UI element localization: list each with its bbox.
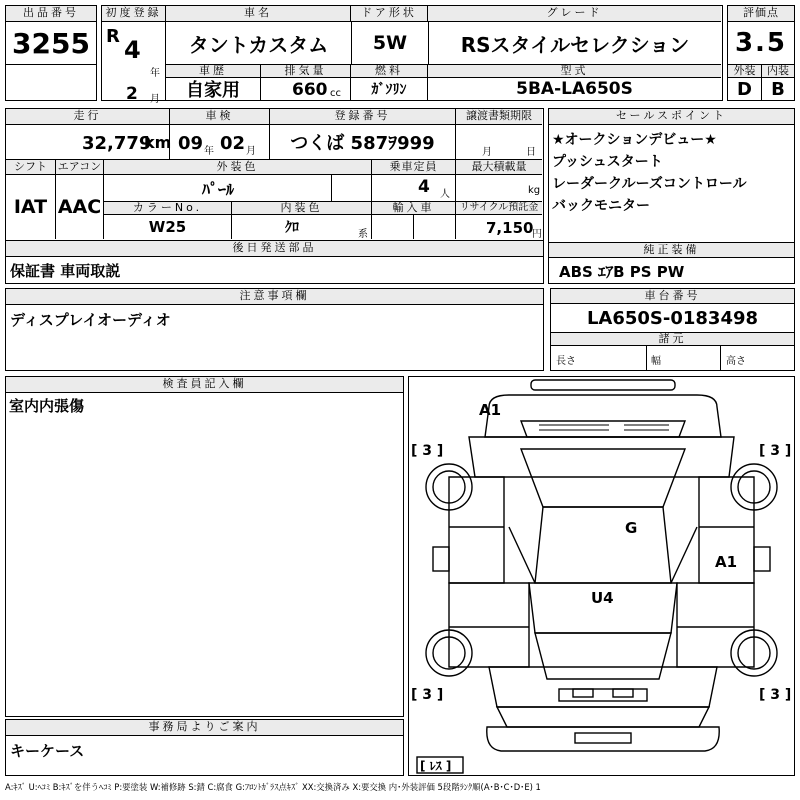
sales-point-item: ★オークションデビュー★ [552, 132, 717, 148]
transfer-month-unit: 月 [482, 147, 492, 158]
inspector-label: 検査員記入欄 [6, 377, 403, 393]
later-parts: 保証書 車両取説 [10, 262, 121, 280]
displacement-label: 排気量 [261, 64, 351, 78]
doors: 5W [351, 22, 428, 64]
exterior-grade: D [728, 78, 762, 100]
year-unit: 年 [150, 68, 160, 79]
displacement-unit: cc [330, 88, 341, 99]
model-label: 型式 [428, 64, 721, 78]
plate: つくば 587ｦ999 [270, 125, 456, 159]
shift-label: シフト [6, 159, 56, 175]
later-parts-box [5, 240, 544, 284]
recycle: 7,150 [486, 219, 534, 237]
roof-mark: G [625, 519, 638, 537]
later-parts-label: 後日発送部品 [6, 241, 543, 257]
length-label: 長さ [556, 356, 576, 367]
capacity-unit: 人 [440, 189, 450, 200]
import-cell-b [414, 215, 456, 239]
notes: ディスプレイオーディオ [10, 311, 171, 329]
lot-label: 出品番号 [6, 6, 96, 22]
notes-label: 注意事項欄 [6, 289, 543, 305]
ext-color-label: 外装色 [104, 159, 372, 175]
floor-mark: U4 [591, 589, 614, 607]
doors-label: ドア形状 [351, 6, 428, 22]
inspection-month: 02 [220, 133, 246, 154]
max-load-unit: kg [528, 185, 541, 196]
genuine-equipment: ABS ｴｱB PS PW [559, 263, 685, 281]
sales-points-box [548, 108, 795, 284]
grade-label: グレード [428, 6, 721, 22]
inspection-month-unit: 月 [246, 146, 256, 157]
office-box [5, 719, 404, 776]
inspector-box [5, 376, 404, 717]
displacement: 660 [292, 80, 328, 100]
ac-label: エアコン [56, 159, 104, 175]
transfer-day-unit: 日 [526, 147, 536, 158]
tire-front-left: [ 3 ] [411, 443, 444, 459]
width-label: 幅 [651, 356, 661, 367]
notes-box [5, 288, 544, 371]
color-no: W25 [104, 215, 232, 239]
office-label: 事務局よりご案内 [6, 720, 403, 736]
inspection-year-unit: 年 [204, 146, 214, 157]
chassis-number: LA650S-0183498 [586, 307, 759, 329]
genuine-equipment-label: 純正装備 [549, 242, 794, 258]
int-color: ｸﾛ [285, 220, 299, 236]
color-no-label: カラーNo. [104, 201, 232, 215]
lot-box [5, 5, 97, 101]
details-box [5, 108, 544, 241]
fuel-label: 燃料 [351, 64, 428, 78]
recycle-unit: 円 [532, 229, 542, 240]
ext-color: ﾊﾟｰﾙ [201, 179, 234, 199]
shift: IAT [6, 175, 56, 239]
car-diagram-box [408, 376, 795, 776]
chassis-label: 車台番号 [551, 289, 794, 304]
plate-label: 登録番号 [270, 109, 456, 125]
mileage-label: 走行 [6, 109, 170, 125]
tire-front-right: [ 3 ] [759, 443, 792, 459]
right-door-mark: A1 [715, 553, 738, 571]
model: 5BA-LA650S [516, 79, 633, 99]
reg-year: 4 [124, 36, 141, 64]
sales-points-label: セールスポイント [549, 109, 794, 125]
inspector-notes: 室内内張傷 [9, 397, 85, 415]
grade: RSスタイルセレクション [428, 22, 721, 64]
ext-color-extra [332, 175, 372, 201]
reg-month: 2 [126, 84, 138, 104]
car-diagram [409, 377, 794, 775]
max-load-label: 最大積載量 [456, 159, 542, 175]
capacity: 4 [418, 177, 430, 197]
score-box [727, 5, 795, 101]
fuel: ｶﾞｿﾘﾝ [351, 78, 428, 100]
exterior-label: 外装 [728, 64, 762, 78]
sales-point-item: レーダークルーズコントロール [552, 176, 747, 192]
inspection-year: 09 [178, 133, 204, 154]
front-bumper-mark: A1 [479, 401, 502, 419]
capacity-label: 乗車定員 [372, 159, 456, 175]
import-label: 輸入車 [372, 201, 456, 215]
inspection-label: 車検 [170, 109, 270, 125]
header-box [101, 5, 723, 105]
office-notes: キーケース [10, 742, 85, 760]
lot-number: 3255 [12, 26, 90, 60]
era-mark: R [106, 26, 120, 47]
lot-divider [6, 64, 96, 65]
int-color-label: 内装色 [232, 201, 372, 215]
tire-rear-right: [ 3 ] [759, 687, 792, 703]
transfer-label: 譲渡書類期限 [456, 109, 542, 125]
mileage-unit: km [144, 133, 172, 152]
score-label: 評価点 [728, 6, 794, 22]
interior-label: 内装 [762, 64, 794, 78]
chassis-box [550, 288, 795, 371]
spare-tire: [ ﾚｽ ] [420, 759, 452, 773]
car-name: タントカスタム [188, 32, 329, 57]
mileage: 32,779 [82, 133, 152, 154]
history-label: 車歴 [166, 64, 261, 78]
sales-point-item: プッシュスタート [552, 154, 663, 170]
first-reg-label: 初度登録 [102, 6, 166, 22]
interior-grade: B [771, 78, 785, 100]
legend: A:ｷｽﾞ U:ﾍｺﾐ B:ｷｽﾞを伴うﾍｺﾐ P:要塗装 W:補修跡 S:錆 C:腐食 G:ﾌﾛﾝﾄｶﾞﾗｽ点ｷｽﾞ XX:交換済み X:要交換 内･外装評価 5段階ﾗﾝｸ順(A･B･C･D･E) 1 [5, 782, 541, 792]
height-label: 高さ [726, 356, 746, 367]
history: 自家用 [166, 78, 261, 100]
tire-rear-left: [ 3 ] [411, 687, 444, 703]
int-color-unit: 系 [358, 229, 368, 240]
recycle-label: リサイクル預託金 [456, 201, 542, 215]
car-name-label: 車名 [166, 6, 351, 22]
import-cell-a [372, 215, 414, 239]
month-unit: 月 [150, 94, 160, 105]
score: 3.5 [734, 28, 788, 58]
ac: AAC [56, 175, 104, 239]
spec-label: 諸元 [551, 332, 794, 346]
sales-point-item: バックモニター [552, 198, 650, 214]
